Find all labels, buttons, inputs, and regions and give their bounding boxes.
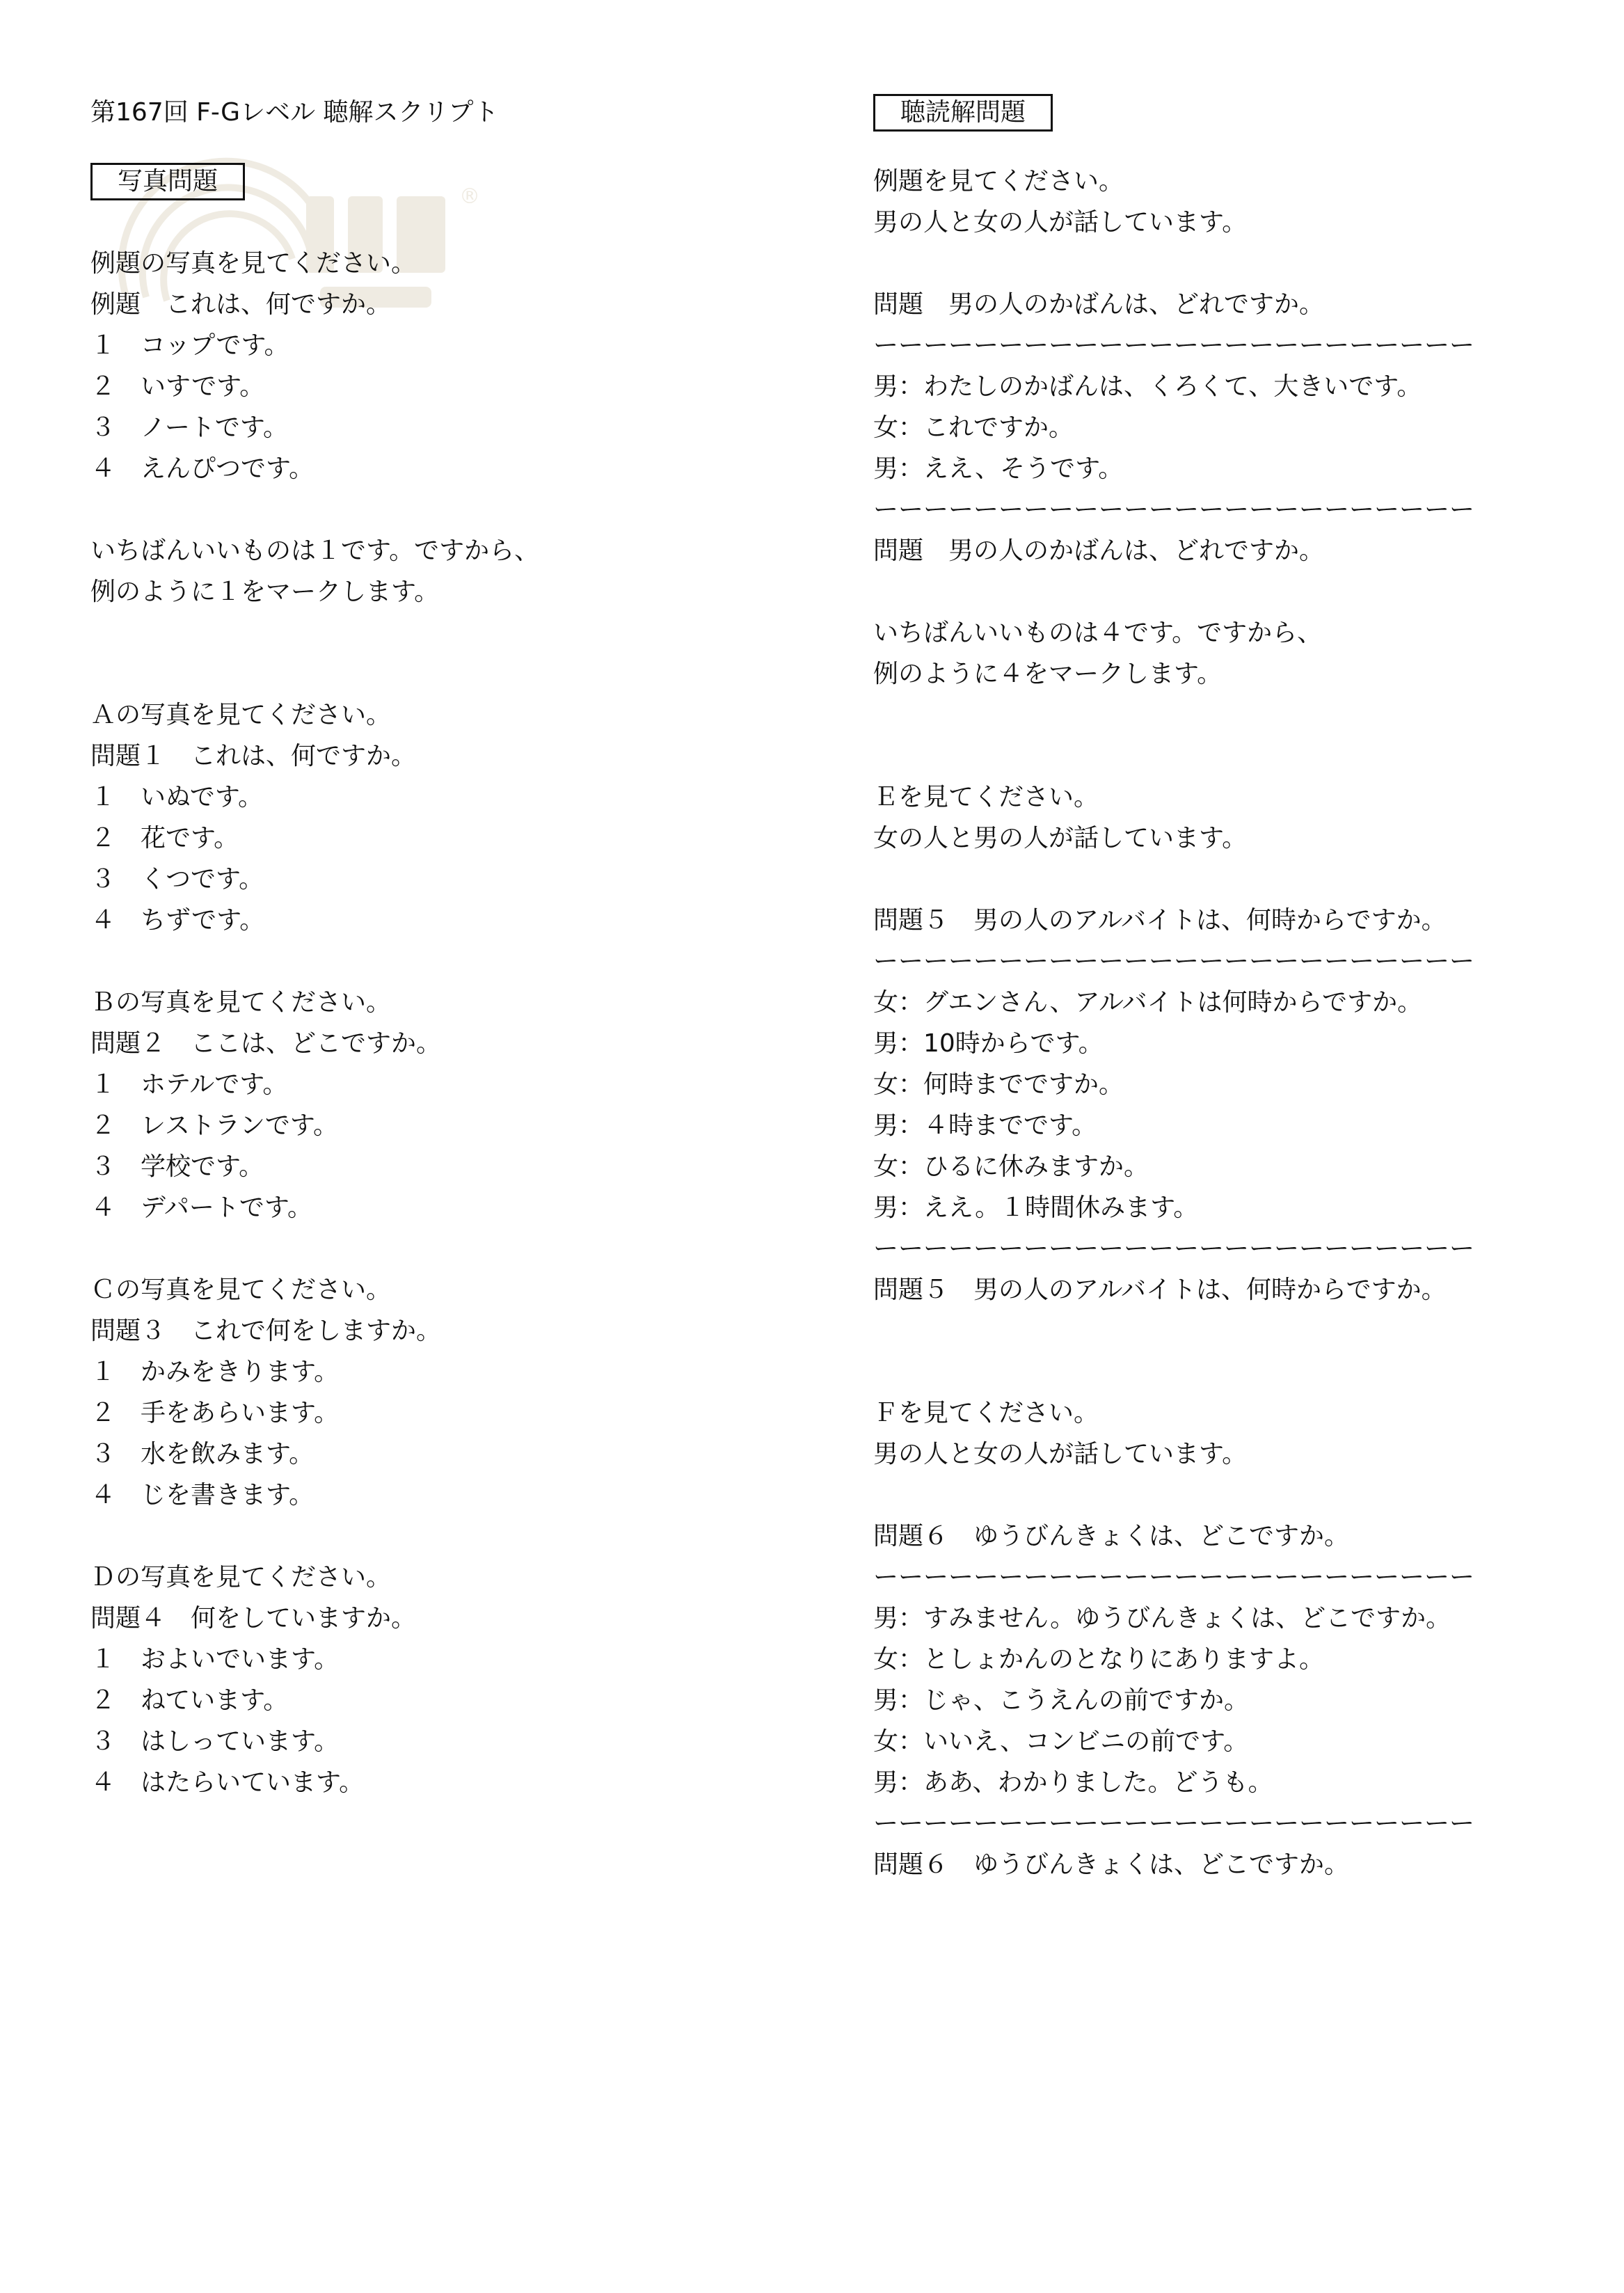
dialogue-line: 女：グエンさん、アルバイトは何時からですか。 [873, 988, 1423, 1017]
dialogue-divider: ーーーーーーーーーーーーーーーーーーーーーーーー [873, 1235, 1475, 1263]
dialogue-divider: ーーーーーーーーーーーーーーーーーーーーーーーー [873, 947, 1475, 976]
question-option: ４ じを書きます。 [90, 1481, 315, 1509]
example-option: １ コップです。 [90, 331, 289, 360]
question-option: ４ はたらいています。 [90, 1768, 365, 1797]
question-intro: Ｃの写真を見てください。 [90, 1276, 392, 1304]
question-block-6 [873, 1393, 1541, 1885]
example-intro: 男の人と女の人が話しています。 [873, 208, 1248, 237]
dialogue-line: 男：すみません。ゆうびんきょくは、どこですか。 [873, 1604, 1451, 1633]
question-text: 問題２ ここは、どこですか。 [90, 1029, 442, 1058]
dialogue-divider: ーーーーーーーーーーーーーーーーーーーーーーーー [873, 1563, 1475, 1592]
dialogue-line: 男：ええ。１時間休みます。 [873, 1193, 1199, 1222]
question-intro: Ａの写真を見てください。 [90, 701, 392, 729]
dialogue-line: 女：いいえ、コンビニの前です。 [873, 1727, 1249, 1756]
dialogue-line: 男：10時からです。 [873, 1029, 1104, 1058]
question-intro: 女の人と男の人が話しています。 [873, 824, 1248, 852]
question-text: 問題４ 何をしていますか。 [90, 1604, 417, 1633]
question-intro: Ｄの写真を見てください。 [90, 1563, 392, 1592]
example-option: ４ えんぴつです。 [90, 454, 315, 483]
section-title-listening-reading: 聴読解問題 [873, 94, 1053, 132]
question-option: １ およいでいます。 [90, 1645, 340, 1674]
question-block-d [90, 1557, 786, 1803]
question-text: 問題６ ゆうびんきょくは、どこですか。 [873, 1522, 1350, 1550]
question-option: ４ ちずです。 [90, 906, 265, 935]
example-option: ３ ノートです。 [90, 413, 289, 442]
registered-mark: ® [459, 184, 480, 209]
dialogue-line: 女：ひるに休みますか。 [873, 1152, 1149, 1181]
question-text: 問題１ これは、何ですか。 [90, 742, 417, 770]
dialogue-line: 女：これですか。 [873, 413, 1074, 442]
question-intro: Ｅを見てください。 [873, 783, 1099, 811]
example-question-repeat: 問題 男の人のかばんは、どれですか。 [873, 537, 1325, 565]
example-answer: 例のように１をマークします。 [90, 578, 440, 606]
dialogue-line: 男：４時までです。 [873, 1111, 1097, 1140]
question-text: 問題３ これで何をしますか。 [90, 1317, 442, 1345]
question-block-a [90, 695, 786, 941]
question-intro: Ｂの写真を見てください。 [90, 988, 392, 1017]
question-text: 問題５ 男の人のアルバイトは、何時からですか。 [873, 906, 1447, 935]
question-block-b [90, 982, 786, 1228]
right-example-block [873, 161, 1541, 695]
question-option: １ かみをきります。 [90, 1358, 340, 1386]
dialogue-line: 男：じゃ、こうえんの前ですか。 [873, 1686, 1250, 1715]
dialogue-divider: ーーーーーーーーーーーーーーーーーーーーーーーー [873, 331, 1475, 360]
question-intro: 男の人と女の人が話しています。 [873, 1440, 1248, 1468]
dialogue-line: 男：わたしのかばんは、くろくて、大きいです。 [873, 372, 1422, 401]
question-option: １ ホテルです。 [90, 1070, 288, 1099]
example-answer: いちばんいいものは１です。ですから、 [90, 537, 540, 565]
dialogue-line: 女：何時までですか。 [873, 1070, 1124, 1099]
question-intro: Ｆを見てください。 [873, 1399, 1099, 1427]
question-option: ３ はしっています。 [90, 1727, 340, 1756]
example-answer: いちばんいいものは４です。ですから、 [873, 619, 1323, 647]
example-intro: 例題を見てください。 [873, 167, 1124, 196]
right-column [873, 92, 1541, 1885]
dialogue-divider: ーーーーーーーーーーーーーーーーーーーーーーーー [873, 495, 1475, 524]
section-title-photo: 写真問題 [90, 163, 245, 200]
question-option: ２ ねています。 [90, 1686, 289, 1715]
question-option: ３ くつです。 [90, 865, 264, 894]
question-option: ２ レストランです。 [90, 1111, 339, 1140]
example-answer: 例のように４をマークします。 [873, 660, 1223, 688]
question-block-c [90, 1269, 786, 1516]
question-text-repeat: 問題６ ゆうびんきょくは、どこですか。 [873, 1850, 1350, 1879]
question-option: １ いぬです。 [90, 783, 264, 811]
question-option: ４ デパートです。 [90, 1193, 312, 1222]
script-header: 第167回 F-Gレベル 聴解スクリプト [90, 98, 499, 127]
question-option: ２ 花です。 [90, 824, 239, 852]
example-option: ２ いすです。 [90, 372, 265, 401]
question-option: ２ 手をあらいます。 [90, 1399, 340, 1427]
example-intro: 例題の写真を見てください。 [90, 249, 417, 278]
example-question: 例題 これは、何ですか。 [90, 290, 392, 319]
example-question: 問題 男の人のかばんは、どれですか。 [873, 290, 1325, 319]
dialogue-line: 男：ああ、わかりました。どうも。 [873, 1768, 1273, 1797]
dialogue-line: 男：ええ、そうです。 [873, 454, 1124, 483]
question-option: ３ 水を飲みます。 [90, 1440, 315, 1468]
dialogue-divider: ーーーーーーーーーーーーーーーーーーーーーーーー [873, 1809, 1475, 1838]
left-column [90, 92, 786, 1803]
question-text-repeat: 問題５ 男の人のアルバイトは、何時からですか。 [873, 1276, 1447, 1304]
example-block [90, 243, 786, 612]
question-option: ３ 学校です。 [90, 1152, 264, 1181]
question-block-5 [873, 777, 1541, 1310]
dialogue-line: 女：としょかんのとなりにありますよ。 [873, 1645, 1325, 1674]
